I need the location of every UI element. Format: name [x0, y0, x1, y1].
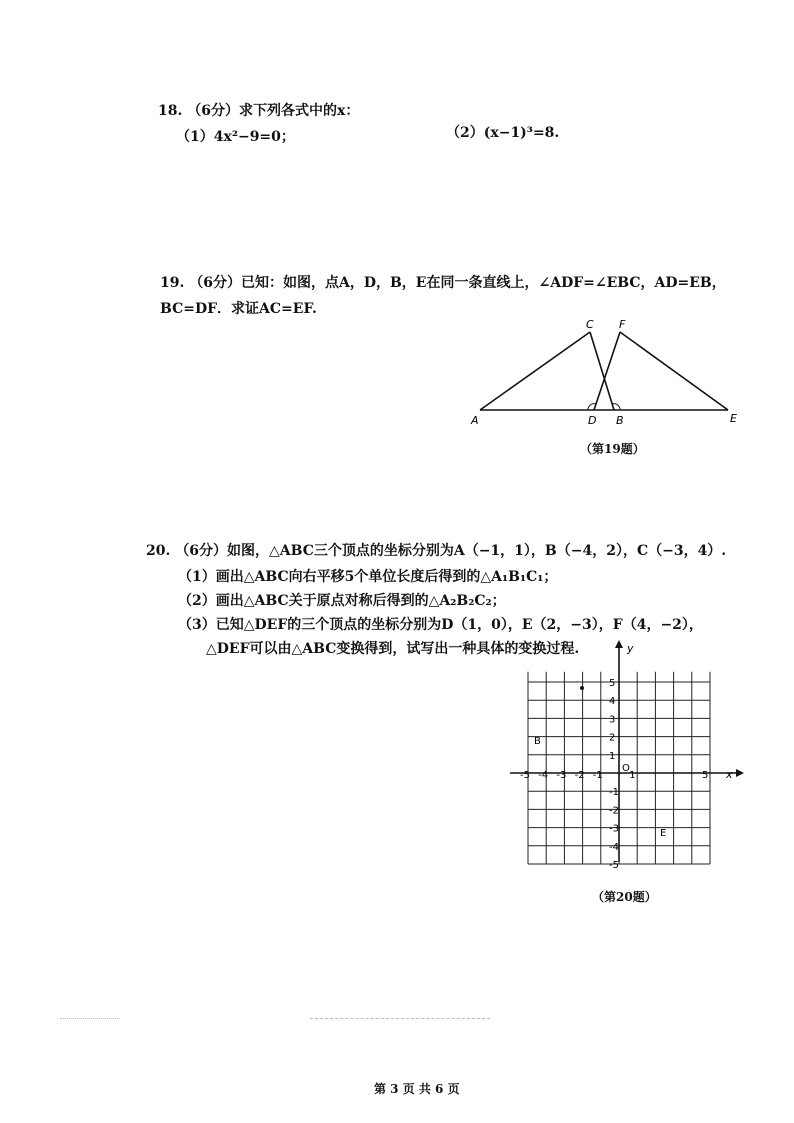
q20-caption: （第20题） [592, 890, 657, 904]
y-tick-label: 4 [609, 696, 616, 708]
x-tick-label: -2 [574, 770, 585, 781]
point-label-F: F [619, 318, 626, 331]
tick-labels [520, 678, 708, 871]
y-tick-label: -3 [609, 823, 619, 835]
line-DF [594, 332, 620, 410]
grid-mark-B: B [534, 736, 541, 747]
line-FE [620, 332, 728, 410]
q20-part3b: △DEF可以由△ABC变换得到，试写出一种具体的变换过程. [206, 641, 580, 657]
x-tick-label: 5 [702, 770, 709, 781]
x-axis-arrow-icon [736, 769, 744, 777]
line-AC [480, 332, 590, 410]
y-tick-label: 5 [609, 678, 616, 689]
x-tick-label: -1 [592, 770, 603, 781]
line-CB [590, 332, 614, 410]
q19-figure [470, 318, 750, 433]
q19-line2: BC=DF．求证AC=EF. [160, 301, 317, 317]
q20-part1: （1）画出△ABC向右平移5个单位长度后得到的△A₁B₁C₁； [178, 569, 558, 585]
page-number: 第 3 页 共 6 页 [374, 1082, 460, 1096]
q18-part1: （1）4x²−9=0； [176, 129, 295, 145]
x-tick-label: 1 [629, 770, 636, 781]
x-tick-label: -3 [556, 770, 567, 781]
y-tick-label: -2 [609, 805, 619, 817]
q20-part2: （2）画出△ABC关于原点对称后得到的△A₂B₂C₂； [178, 593, 506, 609]
q20-line1: 20. （6分）如图，△ABC三个顶点的坐标分别为A（−1，1），B（−4，2），C（−3，4）. [146, 543, 727, 559]
point-label-A: A [471, 414, 479, 427]
q19-caption: （第19题） [580, 442, 645, 456]
grid-mark-E: E [660, 828, 667, 839]
q19-line1: 19. （6分）已知：如图，点A，D，B，E在同一条直线上，∠ADF=∠EBC，AD=EB， [160, 275, 726, 291]
y-tick-label: 3 [609, 714, 616, 726]
y-tick-label: 1 [609, 750, 616, 762]
point-label-E: E [730, 412, 737, 425]
point-label-C: C [586, 318, 594, 331]
y-tick-label: -4 [609, 841, 619, 853]
point-label-D: D [588, 414, 597, 427]
scan-line [310, 1018, 490, 1019]
origin-label: O [622, 763, 630, 774]
grid-dot [580, 686, 584, 690]
y-axis-arrow-icon [615, 640, 623, 648]
y-axis-label: y [627, 642, 634, 655]
x-axis-label: x [726, 768, 733, 781]
q18-title: 18. （6分）求下列各式中的x： [158, 103, 360, 119]
scan-dots [60, 1018, 120, 1019]
y-tick-label: -1 [609, 787, 619, 799]
q20-coordinate-grid [500, 640, 750, 880]
y-tick-label: 2 [609, 732, 616, 744]
y-tick-label: -5 [609, 860, 619, 871]
q20-part3a: （3）已知△DEF的三个顶点的坐标分别为D（1，0），E（2，−3），F（4，−2）， [178, 617, 703, 633]
point-label-B: B [616, 414, 624, 427]
q18-part2: （2）(x−1)³=8. [446, 125, 560, 141]
x-tick-label: -5 [520, 770, 530, 781]
x-tick-label: -4 [538, 770, 549, 781]
